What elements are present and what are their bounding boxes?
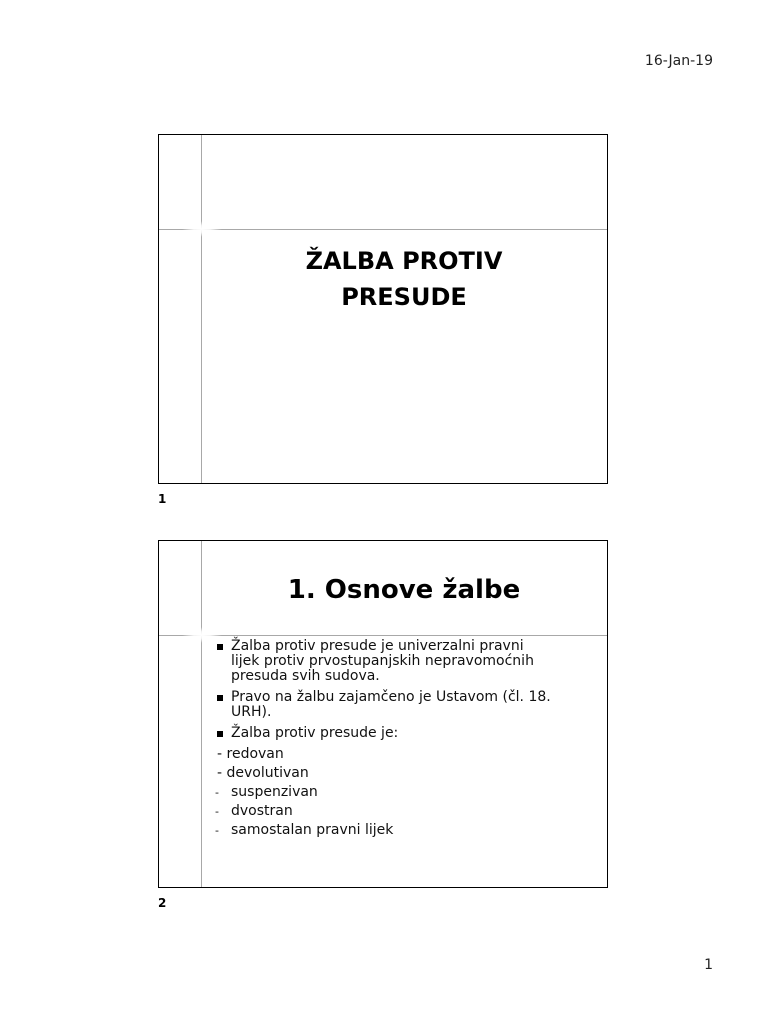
bullet-item: Žalba protiv presude je: — [215, 726, 555, 741]
dash-item: - dvostran — [215, 804, 555, 819]
slide-horizontal-rule — [159, 635, 607, 636]
slide-horizontal-rule — [159, 229, 607, 230]
bullet-item: Pravo na žalbu zajamčeno je Ustavom (čl. 18. URH). — [215, 690, 555, 720]
page-date: 16-Jan-19 — [644, 53, 713, 69]
sub-item: - devolutivan — [217, 765, 309, 781]
slide-1 — [158, 134, 608, 484]
page-number: 1 — [704, 957, 713, 973]
slide-2-number: 2 — [158, 896, 167, 910]
rule-intersection-glow — [182, 221, 222, 237]
slide-1-title-line: PRESUDE — [341, 283, 467, 311]
slide-2-title: 1. Osnove žalbe — [287, 575, 521, 605]
sub-item: - redovan — [217, 746, 284, 762]
slide-2 — [158, 540, 608, 888]
dash-item: - samostalan pravni lijek — [215, 823, 555, 838]
bullet-item: Žalba protiv presude je univerzalni pravni lijek protiv prvostupanjskih nepravomoćnih presuda svih sudova. — [215, 639, 555, 684]
slide-1-title — [201, 243, 607, 315]
slide-1-title-line: ŽALBA PROTIV — [305, 247, 503, 275]
slide-1-number: 1 — [158, 492, 167, 506]
slide-2-bullet-list — [215, 639, 555, 838]
dash-item: - suspenzivan — [215, 785, 555, 800]
